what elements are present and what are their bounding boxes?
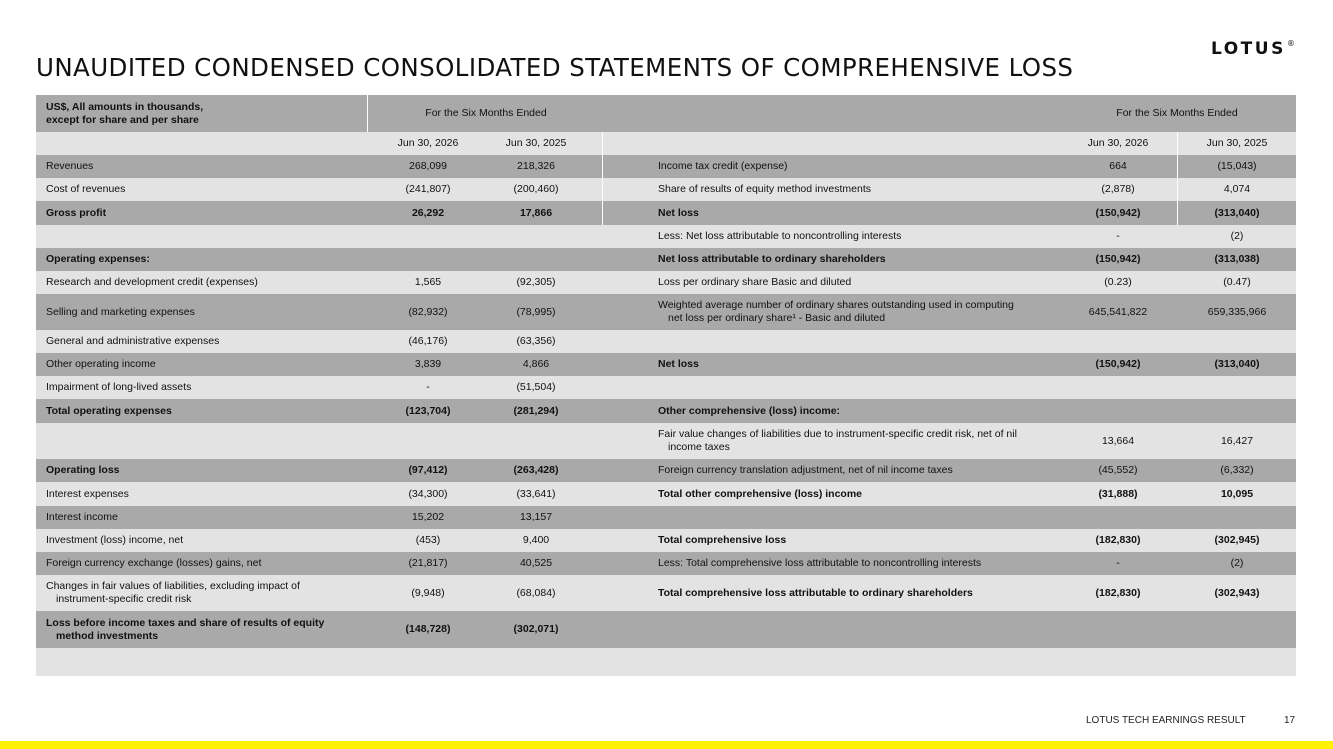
left-value-2026: (97,412) [408,464,448,477]
row-label-line1: Weighted average number of ordinary shares outstanding used in computing [658,299,1014,312]
row-label-line2: method investments [56,629,159,642]
left-row-label [46,376,371,399]
table-row [36,225,1296,248]
left-value-2026: (46,176) [408,335,448,348]
right-value-2025 [1178,330,1296,353]
right-value-2026: (182,830) [1095,586,1141,599]
table-row [36,155,1296,178]
left-value-2026 [368,225,488,248]
right-value-2025 [1178,376,1296,399]
right-value-2026 [1058,611,1178,648]
row-label-text: Total comprehensive loss attributable to ordinary shareholders [658,586,973,599]
table-row [36,201,1296,225]
right-row-label [658,376,1048,399]
table-row [36,552,1296,575]
yellow-accent-bar [0,741,1333,749]
left-row-label [46,459,371,482]
logo-text: LOTUS [1211,39,1286,59]
right-row-label [658,201,1048,225]
row-label-text: Gross profit [46,206,107,219]
row-label-line1: Changes in fair values of liabilities, excluding impact of [46,580,300,593]
right-value-2026: (2,878) [1101,183,1135,196]
row-label-text: Total operating expenses [46,404,172,417]
right-row-label [658,529,1048,552]
row-label-text: Selling and marketing expenses [46,305,195,318]
right-value-2026 [1058,376,1178,399]
left-value-2026: 1,565 [414,276,442,289]
right-value-2026: (45,552) [1098,464,1138,477]
right-value-2026: (150,942) [1095,206,1141,219]
table-row [36,459,1296,482]
left-row-label [46,155,371,178]
row-label-text: Total comprehensive loss [658,534,787,547]
left-value-2026: (34,300) [408,487,448,500]
right-row-label [658,552,1048,575]
table-footer-band [36,648,1296,676]
right-value-2026: 645,541,822 [1088,305,1148,318]
left-value-2025: 17,866 [519,206,553,219]
row-label-text: Income tax credit (expense) [658,160,788,173]
row-label-line2: instrument-specific credit risk [56,593,192,605]
table-row [36,575,1296,611]
row-label-text: Loss per ordinary share Basic and diluted [658,276,852,289]
row-label-text: Net loss [658,358,699,371]
right-row-label [658,575,1048,611]
table-row [36,330,1296,353]
row-label-text: Operating loss [46,464,120,477]
row-label-text: Interest expenses [46,487,129,500]
left-value-2026: (241,807) [405,183,451,196]
right-value-2026 [1058,330,1178,353]
left-value-2025: (78,995) [516,305,556,318]
row-label-text: Research and development credit (expenses) [46,276,258,289]
right-value-2025: (302,945) [1214,534,1260,547]
row-label-line2: net loss per ordinary share¹ - Basic and diluted [668,312,886,324]
corner-label [46,95,346,132]
table-row [36,271,1296,294]
right-row-label [658,482,1048,506]
row-label-text: Other comprehensive (loss) income: [658,404,841,417]
lotus-logo [1211,39,1295,59]
right-value-2025: 659,335,966 [1207,305,1267,318]
right-value-2025: (6,332) [1220,464,1254,477]
table-row [36,506,1296,529]
col-header-right-2025: Jun 30, 2025 [1206,137,1268,150]
left-value-2025: (51,504) [516,381,556,394]
row-label-text: Less: Total comprehensive loss attributable to noncontrolling interests [658,557,982,570]
right-value-2026 [1058,506,1178,529]
row-label-text: Investment (loss) income, net [46,534,184,547]
table-row [36,353,1296,376]
period-header-right: For the Six Months Ended [1116,107,1238,120]
left-value-2026: (82,932) [408,305,448,318]
row-label-line1: Fair value changes of liabilities due to instrument-specific credit risk, net of nil [658,428,1017,441]
right-value-2025: 4,074 [1223,183,1251,196]
left-value-2025: 218,326 [517,160,555,173]
right-row-label [658,155,1048,178]
table-row [36,399,1296,423]
right-value-2025: (2) [1230,230,1244,243]
left-row-label [46,353,371,376]
right-value-2025: (0.47) [1223,276,1251,289]
left-value-2026: (9,948) [411,586,445,599]
row-label-text: Other operating income [46,358,156,371]
row-label-text: Interest income [46,511,118,524]
left-value-2025: (200,460) [513,183,559,196]
right-row-label [658,353,1048,376]
col-header-left-2025: Jun 30, 2025 [505,137,567,150]
row-label-text: Revenues [46,160,94,173]
left-value-2026: (453) [415,534,441,547]
table-row [36,482,1296,506]
left-value-2025 [476,423,596,459]
left-value-2025: (63,356) [516,335,556,348]
right-row-label [658,399,1048,423]
mid-divider [602,155,603,178]
row-label-text: General and administrative expenses [46,335,220,348]
left-value-2026: (123,704) [405,404,451,417]
left-value-2025: (263,428) [513,464,559,477]
left-value-2025: (68,084) [516,586,556,599]
right-value-2025: (313,040) [1214,206,1260,219]
mid-divider [602,132,603,155]
left-value-2026: 268,099 [409,160,447,173]
right-value-2026: (150,942) [1095,358,1141,371]
left-row-label [46,575,371,611]
right-row-label [658,178,1048,201]
right-value-2025 [1178,611,1296,648]
right-row-label [658,294,1048,330]
left-row-label [46,330,371,353]
row-label-text: Net loss [658,206,699,219]
left-value-2025: 4,866 [522,358,550,371]
right-value-2025: (2) [1230,557,1244,570]
left-row-label [46,225,371,248]
left-value-2026: 26,292 [411,206,445,219]
left-value-2025: (302,071) [513,623,559,636]
right-value-2025: (15,043) [1217,160,1257,173]
right-row-label [658,225,1048,248]
period-header-left: For the Six Months Ended [425,107,547,120]
left-value-2025: (281,294) [513,404,559,417]
col-header-right-2026: Jun 30, 2026 [1087,137,1149,150]
right-value-2026: (150,942) [1095,253,1141,266]
table-date-header-row [36,132,1296,155]
footer-text: LOTUS TECH EARNINGS RESULT [1086,715,1246,726]
row-label-text: Less: Net loss attributable to noncontrolling interests [658,230,902,243]
left-value-2025: 9,400 [522,534,550,547]
right-value-2025: (313,038) [1214,253,1260,266]
row-label-text: Operating expenses: [46,253,150,266]
right-row-label [658,248,1048,271]
right-value-2026: - [1116,230,1120,243]
right-value-2025: (302,943) [1214,586,1260,599]
left-value-2025: 13,157 [519,511,553,524]
left-row-label [46,399,371,423]
left-value-2026: - [426,381,430,394]
left-row-label [46,552,371,575]
right-row-label [658,611,1048,648]
corner-label-line2: except for share and per share [46,113,199,126]
left-value-2026 [368,423,488,459]
left-row-label [46,529,371,552]
left-value-2026 [368,248,488,271]
right-row-label [658,459,1048,482]
right-value-2026: 664 [1109,160,1127,173]
left-row-label [46,271,371,294]
left-row-label [46,506,371,529]
right-value-2026: (31,888) [1098,487,1138,500]
right-value-2025 [1178,399,1296,423]
table-row [36,529,1296,552]
col-header-left-2026: Jun 30, 2026 [397,137,459,150]
left-row-label [46,248,371,271]
mid-divider [602,178,603,201]
row-label-text: Impairment of long-lived assets [46,381,192,394]
right-value-2026 [1058,399,1178,423]
right-row-label [658,271,1048,294]
row-label-text: Total other comprehensive (loss) income [658,487,863,500]
right-row-label [658,423,1048,459]
table-row [36,423,1296,459]
left-value-2026: 15,202 [411,511,445,524]
right-row-label [658,330,1048,353]
row-label-text: Share of results of equity method investments [658,183,872,196]
left-row-label [46,294,371,330]
row-label-line1: Loss before income taxes and share of results of equity [46,616,325,629]
left-value-2025 [476,248,596,271]
row-label-text: Foreign currency exchange (losses) gains, net [46,557,262,570]
table-row [36,294,1296,330]
right-value-2025: 10,095 [1220,487,1254,500]
row-label-text: Foreign currency translation adjustment, net of nil income taxes [658,464,953,477]
left-row-label [46,611,371,648]
table-row [36,611,1296,648]
right-value-2026: - [1116,557,1120,570]
registered-mark: ® [1286,39,1295,48]
left-row-label [46,423,371,459]
row-label-text: Net loss attributable to ordinary shareholders [658,253,886,266]
right-value-2025 [1178,506,1296,529]
statements-table [36,95,1296,676]
table-row [36,178,1296,201]
page-title: UNAUDITED CONDENSED CONSOLIDATED STATEMENTS OF COMPREHENSIVE LOSS [36,53,1074,82]
right-row-label [658,506,1048,529]
left-value-2026: (21,817) [408,557,448,570]
left-value-2025: 40,525 [519,557,553,570]
table-header-row [36,95,1296,132]
page-number: 17 [1284,715,1296,726]
right-value-2026: (0.23) [1104,276,1132,289]
left-row-label [46,201,371,225]
right-value-2026: (182,830) [1095,534,1141,547]
right-value-2026: 13,664 [1101,434,1135,447]
right-value-2025: 16,427 [1220,434,1254,447]
left-value-2026: 3,839 [414,358,442,371]
right-value-2025: (313,040) [1214,358,1260,371]
left-value-2025: (92,305) [516,276,556,289]
left-row-label [46,178,371,201]
left-value-2025 [476,225,596,248]
left-value-2026: (148,728) [405,623,451,636]
table-row [36,376,1296,399]
corner-label-line1: US$, All amounts in thousands, [46,100,204,113]
left-row-label [46,482,371,506]
mid-divider [602,201,603,225]
row-label-text: Cost of revenues [46,183,126,196]
table-row [36,248,1296,271]
row-label-line2: income taxes [668,441,730,453]
left-value-2025: (33,641) [516,487,556,500]
